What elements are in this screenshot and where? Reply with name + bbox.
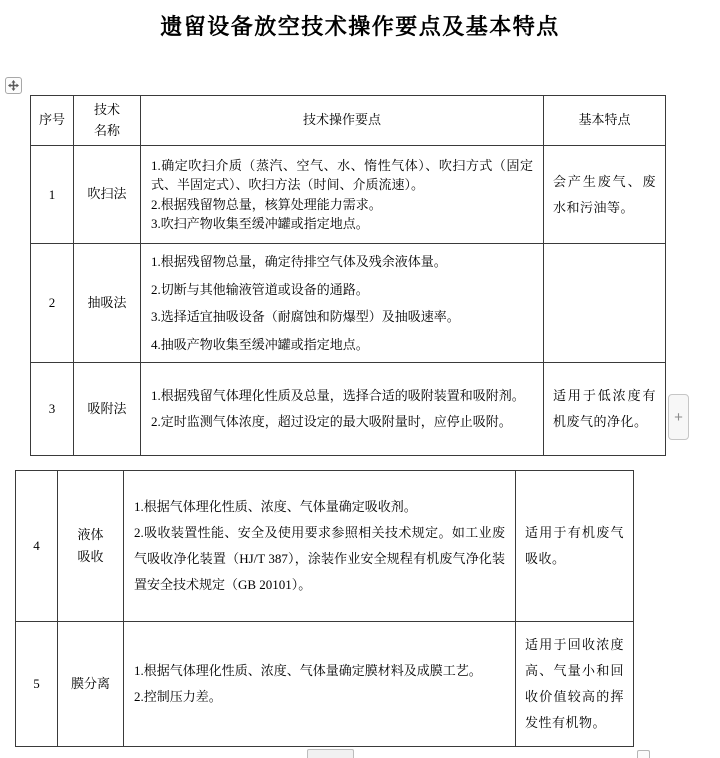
cell-features-5: 适用于回收浓度高、气量小和回收价值较高的挥发性有机物。 [516,622,634,747]
point-line: 3.选择适宜抽吸设备（耐腐蚀和防爆型）及抽吸速率。 [151,309,460,324]
point-line: 1.确定吹扫介质（蒸汽、空气、水、惰性气体）、吹扫方式（固定式、半固定式）、吹扫方法（时间、介质流速）。 [151,157,533,192]
cell-no-3: 3 [31,363,74,456]
cell-features-3: 适用于低浓度有机废气的净化。 [544,363,666,456]
cell-points-3 [141,363,544,456]
point-line: 4.抽吸产物收集至缓冲罐或指定地点。 [151,336,369,352]
header-cell-no: 序号 [31,96,74,146]
header-cell-name [74,96,141,146]
point-line: 1.根据气体理化性质、浓度、气体量确定吸收剂。 [134,499,417,514]
point-line: 1.根据残留气体理化性质及总量，选择合适的吸附装置和吸附剂。 [151,388,525,403]
cell-name-2: 抽吸法 [74,244,141,363]
cell-points-4 [124,471,516,622]
cell-features-2 [544,244,666,363]
move-icon [8,80,19,91]
cell-name-3: 吸附法 [74,363,141,456]
cell-no-2: 2 [31,244,74,363]
point-line: 2.吸收装置性能、安全及使用要求参照相关技术规定。如工业废气吸收净化装置（HJ/T 387），涂装作业安全规程有机废气净化装置安全技术规定（GB 20101）。 [134,525,505,592]
table-header-row [31,96,666,146]
point-line: 2.根据残留物总量，核算处理能力需求。 [151,196,382,212]
table-row [16,471,634,622]
cell-points-5 [124,622,516,747]
cell-no-4: 4 [16,471,58,622]
venting-table-part2 [15,470,634,747]
cell-name-1: 吹扫法 [74,146,141,244]
cell-name-5: 膜分离 [58,622,124,747]
header-cell-features: 基本特点 [544,96,666,146]
venting-table-part1 [30,95,666,456]
header-name-text: 技术名称 [94,102,121,138]
table-row [16,622,634,747]
cell-points-1 [141,146,544,244]
cell-points-2 [141,244,544,363]
point-line: 1.根据残留物总量，确定待排空气体及残余液体量。 [151,254,447,269]
cell-no-1: 1 [31,146,74,244]
point-line: 2.控制压力差。 [134,689,222,704]
point-line: 3.吹扫产物收集至缓冲罐或指定地点。 [151,216,369,231]
table-row [31,146,666,244]
expand-plus-button[interactable]: + [668,394,689,440]
point-line: 1.根据气体理化性质、浓度、气体量确定膜材料及成膜工艺。 [134,663,482,678]
point-line: 2.定时监测气体浓度，超过设定的最大吸附量时，应停止吸附。 [151,414,512,429]
cell-name-4-text: 液体吸收 [77,526,104,564]
cell-features-1: 会产生废气、废水和污油等。 [544,146,666,244]
table-row [31,244,666,363]
cell-name-4 [58,471,124,622]
document-title: 遗留设备放空技术操作要点及基本特点 [160,14,560,39]
point-line: 2.切断与其他输液管道或设备的通路。 [151,281,369,297]
cell-no-5: 5 [16,622,58,747]
header-cell-points: 技术操作要点 [141,96,544,146]
cell-features-4: 适用于有机废气吸收。 [516,471,634,622]
table-move-handle[interactable] [5,77,22,94]
table-row [31,363,666,456]
